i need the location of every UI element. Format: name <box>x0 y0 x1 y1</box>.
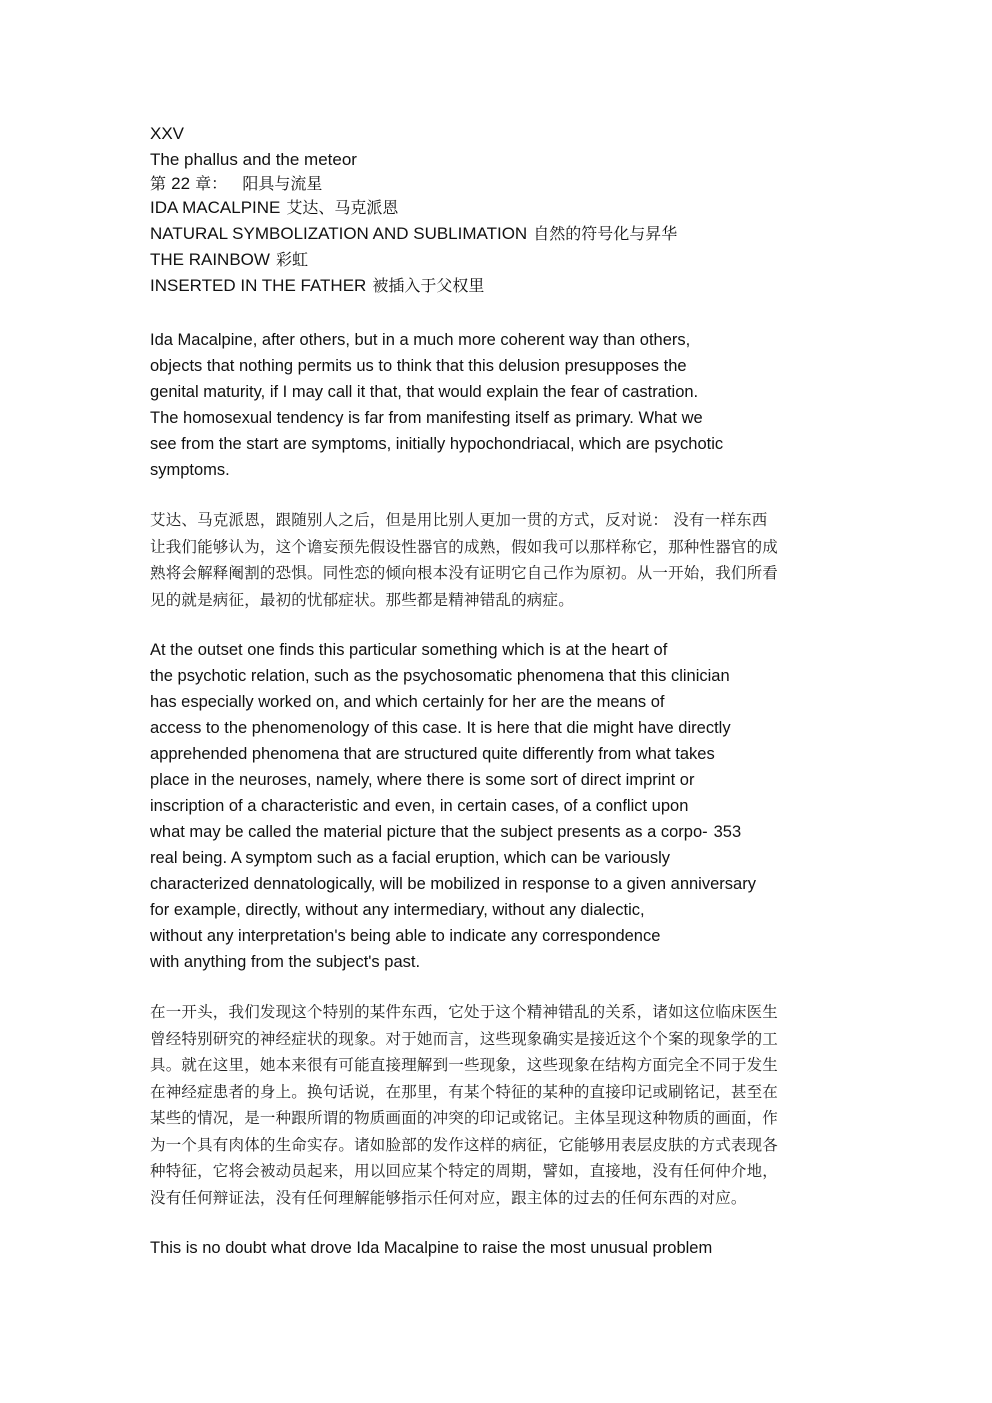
text-line: 某些的情况，是一种跟所谓的物质画面的冲突的印记或铭记。主体呈现这种物质的画面，作 <box>150 1109 779 1127</box>
paragraph-en-3 <box>150 1235 850 1261</box>
text-line: with anything from the subject's past. <box>150 953 421 971</box>
text-line: genital maturity, if I may call it that, that would explain the fear of castration. <box>150 383 699 401</box>
text-line: 曾经特别研究的神经症状的现象。对于她而言，这些现象确实是接近这个个案的现象学的工 <box>150 1029 779 1048</box>
paragraph-en-2 <box>150 637 850 975</box>
text-line: place in the neuroses, namely, where there is some sort of direct imprint or <box>150 771 695 789</box>
topic-zh: 被插入于父权里 <box>372 276 485 295</box>
text-line-content: what may be called the material picture that the subject presents as a corpo- <box>150 823 708 841</box>
paragraph-en-1 <box>150 327 850 483</box>
text-line: see from the start are symptoms, initially hypochondriacal, which are psychotic <box>150 435 724 453</box>
text-line: This is no doubt what drove Ida Macalpine to raise the most unusual problem <box>150 1239 713 1257</box>
text-line: 种特征，它将会被动员起来，用以回应某个特定的周期，譬如，直接地，没有任何仲介地， <box>150 1162 779 1180</box>
topic-line <box>150 247 850 273</box>
chapter-title-zh <box>150 173 850 195</box>
topic-en: THE RAINBOW <box>150 250 270 269</box>
chapter-number: 22 <box>171 174 191 193</box>
chapter-roman-numeral: XXV <box>150 124 185 143</box>
topic-en: INSERTED IN THE FATHER <box>150 276 367 295</box>
topic-zh: 艾达、马克派恩 <box>286 198 399 217</box>
text-line: 在神经症患者的身上。换句话说，在那里，有某个特征的某种的直接印记或刷铭记，甚至在 <box>150 1082 779 1101</box>
text-line: characterized dennatologically, will be mobilized in response to a given anniversary <box>150 875 756 893</box>
text-line: At the outset one finds this particular something which is at the heart of <box>150 641 668 659</box>
chapter-suffix: 章： <box>195 174 228 193</box>
topic-line <box>150 273 850 299</box>
chapter-prefix: 第 <box>150 174 167 193</box>
paragraph-zh-1 <box>150 507 842 613</box>
text-line: 在一开头，我们发现这个特别的某件东西，它处于这个精神错乱的关系，诸如这位临床医生 <box>150 1003 779 1021</box>
text-line: objects that nothing permits us to think that this delusion presupposes the <box>150 357 687 375</box>
text-line: symptoms. <box>150 461 230 479</box>
text-line: 为一个具有肉体的生命实存。诸如脸部的发作这样的病征，它能够用表层皮肤的方式表现各 <box>150 1135 779 1154</box>
topic-en: IDA MACALPINE <box>150 198 281 217</box>
text-line: 具。就在这里，她本来很有可能直接理解到一些现象，这些现象在结构方面完全不同于发生 <box>150 1056 779 1074</box>
text-line: 见的就是病征，最初的忧郁症状。那些都是精神错乱的病症。 <box>150 590 574 609</box>
text-line: 艾达、马克派恩，跟随别人之后，但是用比别人更加一贯的方式，反对说： 没有一样东西 <box>150 511 768 529</box>
document-page <box>150 121 850 1261</box>
text-line: 熟将会解释阉割的恐惧。同性恋的倾向根本没有证明它自己作为原初。从一开始，我们所看 <box>150 564 779 582</box>
chapter-title-en: The phallus and the meteor <box>150 150 357 169</box>
text-line: apprehended phenomena that are structured quite differently from what takes <box>150 745 715 763</box>
text-line: access to the phenomenology of this case. It is here that die might have directly <box>150 719 731 737</box>
text-line: real being. A symptom such as a facial eruption, which can be variously <box>150 849 671 867</box>
page-number: 353 <box>713 823 742 841</box>
text-line: inscription of a characteristic and even, in certain cases, of a conflict upon <box>150 797 689 815</box>
text-line: has especially worked on, and which certainly for her are the means of <box>150 693 665 711</box>
text-line: 让我们能够认为，这个谵妄预先假设性器官的成熟，假如我可以那样称它，那种性器官的成 <box>150 537 779 556</box>
paragraph-zh-2 <box>150 999 842 1211</box>
topic-en: NATURAL SYMBOLIZATION AND SUBLIMATION <box>150 224 528 243</box>
text-line: Ida Macalpine, after others, but in a much more coherent way than others, <box>150 331 691 349</box>
text-line: The homosexual tendency is far from manifesting itself as primary. What we <box>150 409 703 427</box>
topic-line <box>150 221 850 247</box>
topic-line <box>150 195 850 221</box>
topic-zh: 彩虹 <box>275 250 308 269</box>
text-line <box>150 819 850 845</box>
text-line: the psychotic relation, such as the psychosomatic phenomena that this clinician <box>150 667 730 685</box>
text-line: for example, directly, without any intermediary, without any dialectic, <box>150 901 645 919</box>
text-line: without any interpretation's being able to indicate any correspondence <box>150 927 661 945</box>
topic-zh: 自然的符号化与昇华 <box>533 224 678 243</box>
chapter-title-zh-text: 阳具与流星 <box>242 174 323 193</box>
text-line: 没有任何辩证法，没有任何理解能够指示任何对应，跟主体的过去的任何东西的对应。 <box>150 1188 747 1207</box>
